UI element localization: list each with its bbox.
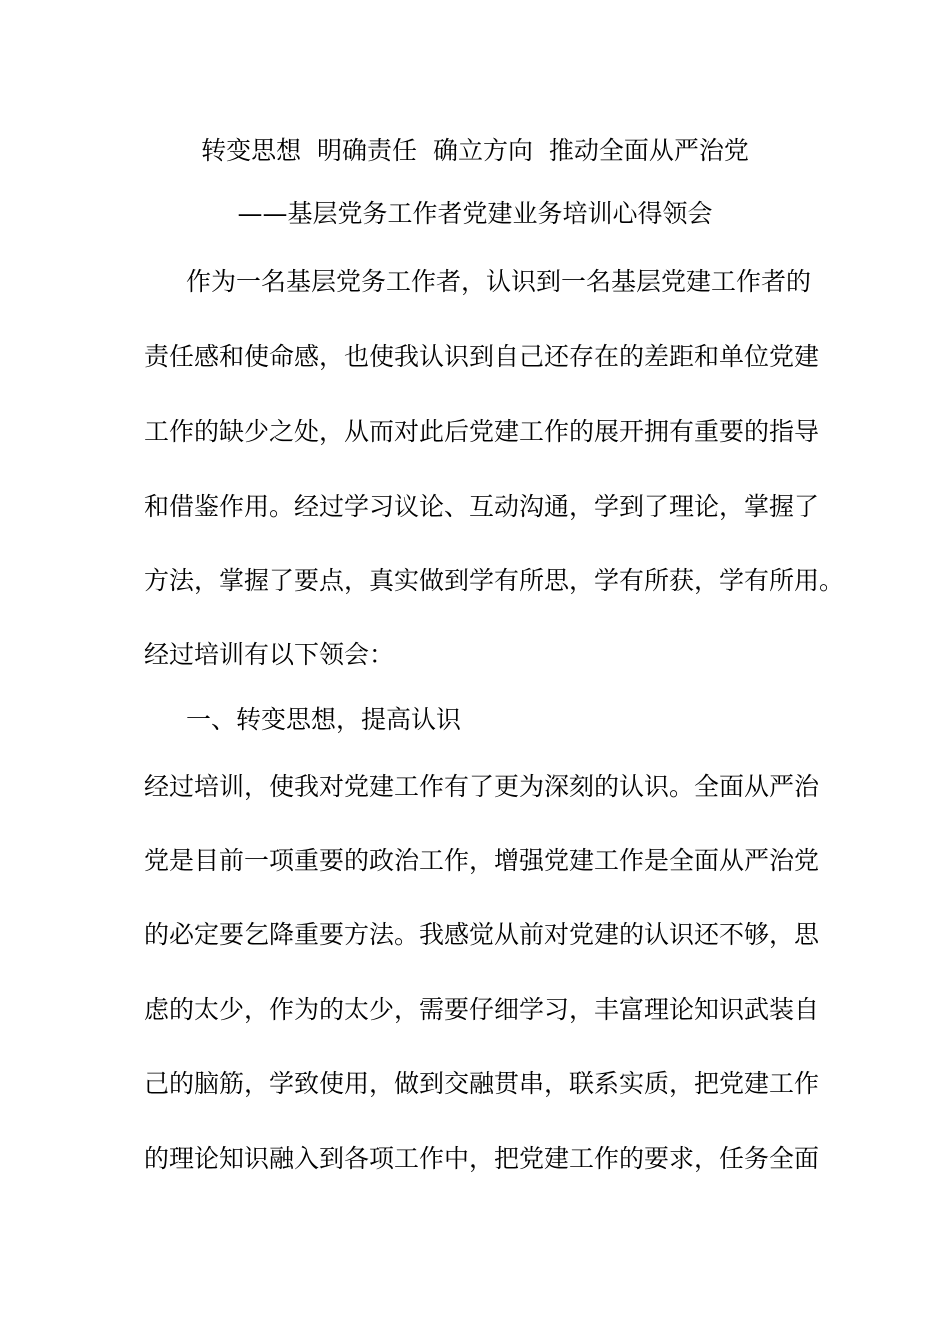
paragraph-line: 方法，掌握了要点，真实做到学有所思，学有所获，学有所用。: [144, 566, 845, 595]
paragraph-line: 虑的太少，作为的太少，需要仔细学习，丰富理论知识武装自: [144, 995, 820, 1024]
paragraph-line: 和借鉴作用。经过学习议论、互动沟通，学到了理论，掌握了: [144, 492, 820, 521]
section-heading: 一、转变思想，提高认识: [186, 705, 462, 734]
paragraph-line: 工作的缺少之处，从而对此后党建工作的展开拥有重要的指导: [144, 417, 820, 446]
paragraph-line: 己的脑筋，学致使用，做到交融贯串，联系实质，把党建工作: [144, 1069, 820, 1098]
paragraph-line: 的必定要乞降重要方法。我感觉从前对党建的认识还不够，思: [144, 920, 820, 949]
document-subtitle: ——基层党务工作者党建业务培训心得领会: [237, 199, 713, 228]
paragraph-line: 的理论知识融入到各项工作中，把党建工作的要求，任务全面: [144, 1144, 820, 1173]
paragraph-line: 责任感和使命感，也使我认识到自己还存在的差距和单位党建: [144, 342, 820, 371]
paragraph-line: 经过培训，使我对党建工作有了更为深刻的认识。全面从严治: [144, 772, 820, 801]
paragraph-line: 经过培训有以下领会：: [144, 640, 395, 669]
document-title: 转变思想 明确责任 确立方向 推动全面从严治党: [201, 136, 749, 165]
paragraph-line: 党是目前一项重要的政治工作，增强党建工作是全面从严治党: [144, 846, 820, 875]
paragraph-line: 作为一名基层党务工作者，认识到一名基层党建工作者的: [186, 267, 812, 296]
